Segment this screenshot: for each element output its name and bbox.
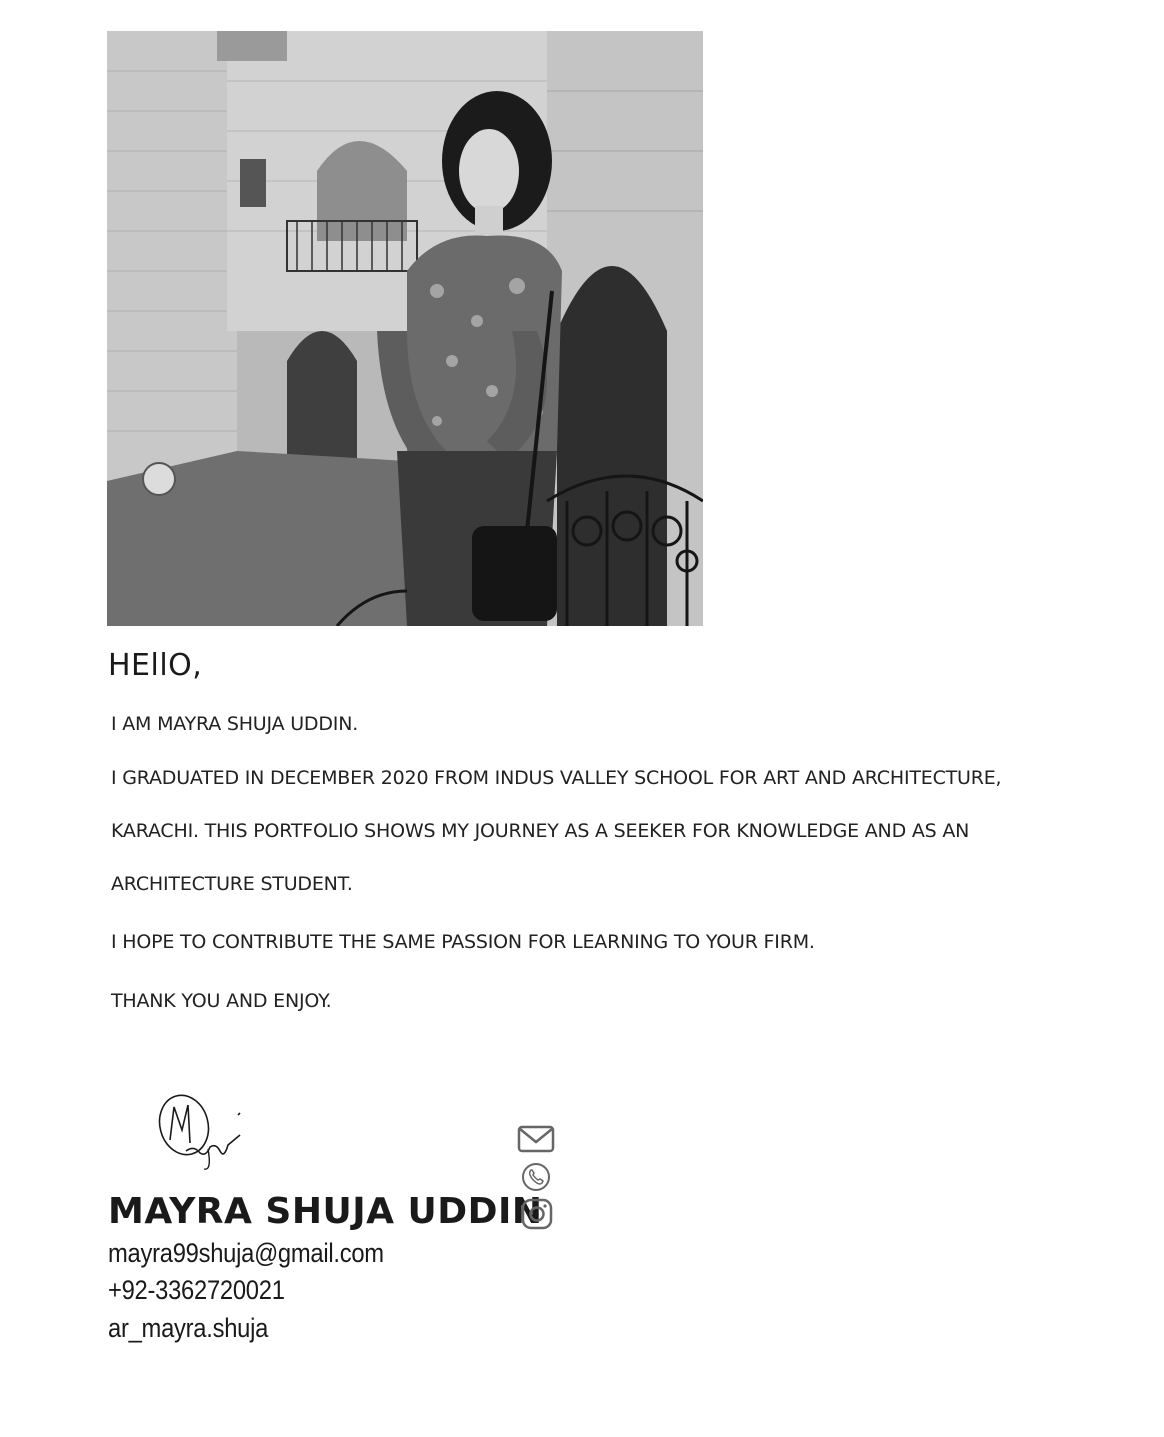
- intro-line-6: THANK YOU AND ENJOY.: [111, 990, 332, 1012]
- portrait-photo: [107, 31, 703, 626]
- intro-line-3: KARACHI. THIS PORTFOLIO SHOWS MY JOURNEY AS A SEEKER FOR KNOWLEDGE AND AS AN: [111, 820, 970, 842]
- signature-name: MAYRA SHUJA UDDIN: [108, 1191, 543, 1232]
- greeting-heading: HEllO,: [108, 648, 203, 683]
- email-address[interactable]: mayra99shuja@gmail.com: [108, 1238, 384, 1268]
- handwritten-signature: [150, 1085, 250, 1175]
- instagram-icon: [521, 1198, 553, 1234]
- intro-line-5: I HOPE TO CONTRIBUTE THE SAME PASSION FOR LEARNING TO YOUR FIRM.: [111, 931, 815, 953]
- phone-icon: [521, 1162, 551, 1196]
- intro-line-2: I GRADUATED IN DECEMBER 2020 FROM INDUS VALLEY SCHOOL FOR ART AND ARCHITECTURE,: [111, 767, 1002, 789]
- mail-icon: [517, 1124, 555, 1158]
- intro-line-1: I AM MAYRA SHUJA UDDIN.: [111, 713, 359, 735]
- phone-number[interactable]: +92-3362720021: [108, 1275, 285, 1305]
- intro-line-4: ARCHITECTURE STUDENT.: [111, 873, 353, 895]
- instagram-handle[interactable]: ar_mayra.shuja: [108, 1313, 269, 1343]
